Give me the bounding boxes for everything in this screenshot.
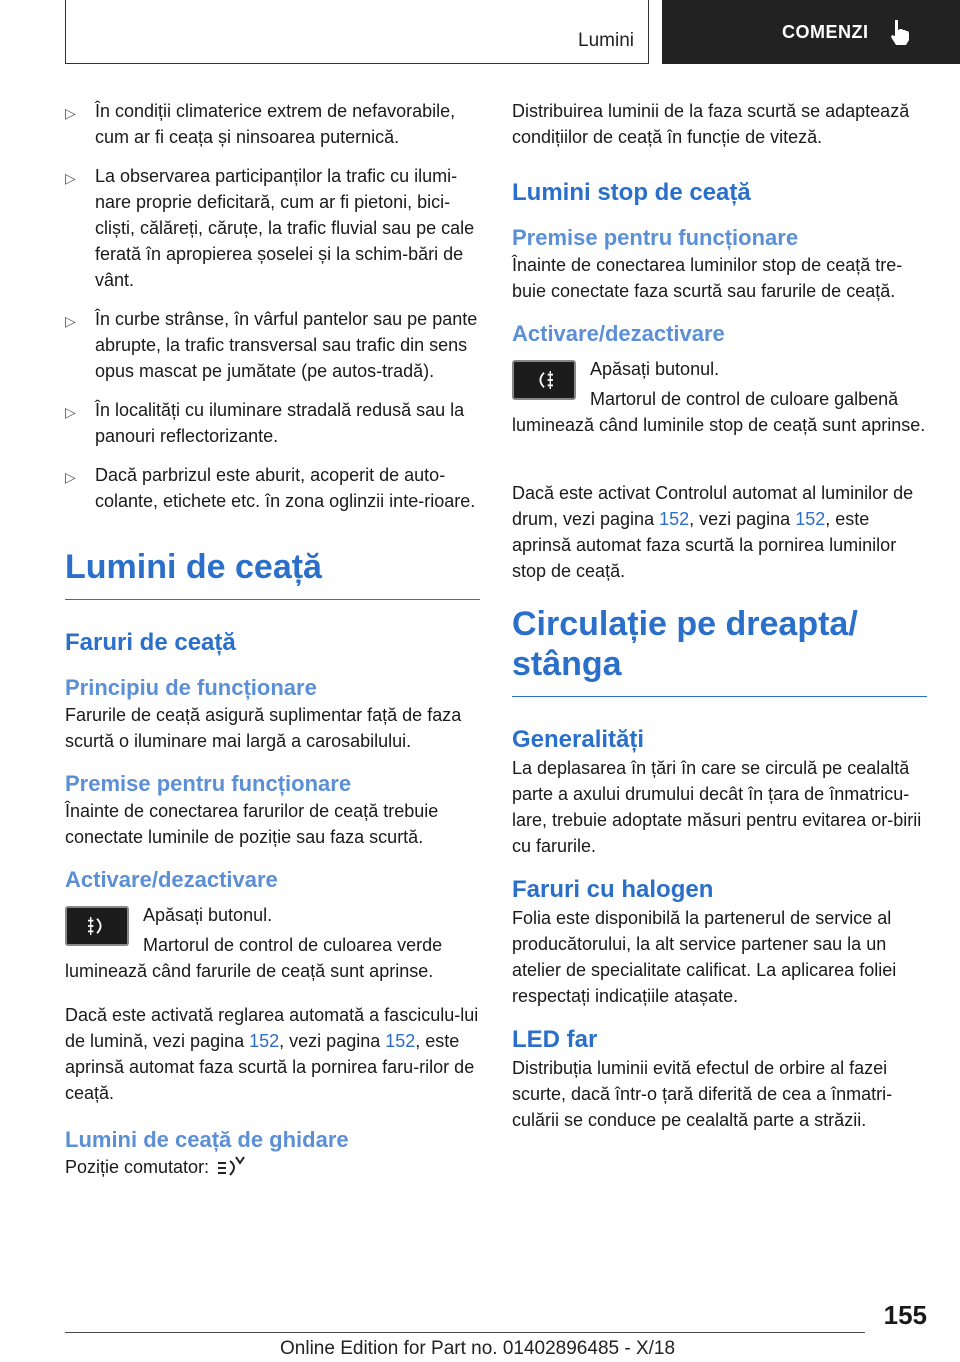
list-item: ▷ Dacă parbrizul este aburit, acoperit de auto‐colante, etichete etc. în zona oglinzii inte‐rioare.	[65, 465, 476, 511]
triangle-bullet-icon: ▷	[65, 404, 76, 420]
section-heading: Circulație pe dreapta/ stânga	[512, 604, 927, 697]
section-title: Lumini	[578, 30, 634, 51]
topic-heading: Activare/dezactivare	[512, 321, 725, 346]
rear-fog-instruction	[512, 356, 927, 444]
subsection-heading: LED far	[512, 1026, 598, 1053]
topic-heading: Premise pentru funcționare	[512, 225, 799, 250]
paragraph: Dacă este activat Controlul automat al luminilor de drum, vezi pagina 152, vezi pagina 152, este aprinsă automat faza scurtă la pornirea luminilor stop de ceață.	[512, 483, 914, 581]
topic-heading: Principiu de funcționare	[65, 675, 317, 700]
subsection-heading: Lumini stop de ceață	[512, 179, 751, 206]
page-link[interactable]: 152	[795, 509, 826, 529]
topic-heading: Premise pentru funcționare	[65, 771, 352, 796]
paragraph: luminează când luminile stop de ceață sunt aprinse.	[512, 415, 926, 435]
footer-edition: Online Edition for Part no. 01402896485 - X/18	[280, 1338, 676, 1359]
paragraph: Dacă este activată reglarea automată a fasciculu‐lui de lumină, vezi pagina 152, vezi pagina 152, este aprinsă automat faza scurtă la pornirea faru‐rilor de ceață.	[65, 1005, 479, 1103]
triangle-bullet-icon: ▷	[65, 313, 76, 329]
subsection-heading: Faruri de ceață	[65, 629, 236, 656]
paragraph: Apăsați butonul.	[590, 359, 720, 379]
paragraph: Poziție comutator:	[65, 1154, 480, 1180]
paragraph: Apăsați butonul.	[143, 905, 273, 925]
footer-divider	[65, 1332, 865, 1333]
list-item: ▷ La observarea participanților la trafic cu ilumi‐nare proprie deficitară, cum ar fi pietoni, bici‐cliști, călăreți, căruțe, la trafic fluvial sau pe cale ferată în apropierea șoselei și la schim‐bări de vânt.	[65, 166, 475, 290]
paragraph: Înainte de conectarea farurilor de ceață trebuie conectate luminile de poziție sau faza scurtă.	[65, 801, 439, 847]
section-heading: Lumini de ceață	[65, 547, 480, 600]
subsection-heading: Faruri cu halogen	[512, 876, 714, 903]
chapter-tab[interactable]	[662, 0, 960, 64]
subsection-heading: Generalități	[512, 726, 645, 753]
rear-fog-light-button-icon	[512, 360, 576, 400]
triangle-bullet-icon: ▷	[65, 105, 76, 121]
paragraph: Distribuția luminii evită efectul de orbire al fazei scurte, dacă într-o țară diferită de cea a înmatri‐culării se conduce pe cealaltă parte a străzii.	[512, 1058, 893, 1130]
paragraph: Martorul de control de culoare galbenă	[590, 389, 899, 409]
page-number: 155	[883, 1300, 927, 1330]
topic-heading: Activare/dezactivare	[65, 867, 278, 892]
triangle-bullet-icon: ▷	[65, 170, 76, 186]
paragraph: luminează când farurile de ceață sunt aprinse.	[65, 961, 434, 981]
front-fog-light-button-icon	[65, 906, 129, 946]
fog-light-instruction	[65, 902, 480, 990]
page-link[interactable]: 152	[385, 1031, 416, 1051]
paragraph: Farurile de ceață asigură suplimentar față de faza scurtă o iluminare mai largă a carosabilului.	[65, 705, 462, 751]
paragraph: Martorul de control de culoarea verde	[143, 935, 443, 955]
page-link[interactable]: 152	[249, 1031, 280, 1051]
topic-heading: Lumini de ceață de ghidare	[65, 1127, 349, 1152]
list-item: ▷ În condiții climaterice extrem de nefavorabile, cum ar fi ceața și ninsoarea puternică.	[65, 101, 456, 147]
triangle-bullet-icon: ▷	[65, 469, 76, 485]
chapter-tab-label: COMENZI	[782, 21, 869, 42]
list-item: ▷ În curbe strânse, în vârful pantelor sau pe pante abrupte, la trafic transversal sau trafic din sens opus mascat pe jumătate (pe autos‐tradă).	[65, 309, 478, 381]
paragraph: Înainte de conectarea luminilor stop de ceață tre‐buie conectate faza scurtă sau farurile de ceață.	[512, 255, 903, 301]
hand-pointer-icon	[887, 18, 913, 46]
paragraph: Distribuirea luminii de la faza scurtă se adaptează condițiilor de ceață în funcție de viteză.	[512, 101, 910, 147]
header-frame	[65, 0, 649, 64]
page-link[interactable]: 152	[659, 509, 690, 529]
right-column	[512, 98, 927, 1133]
paragraph: Folia este disponibilă la partenerul de service al producătorului, la alt service partener sau la un atelier de specialitate calificat. La aplicarea foliei respectați indicațiile atașate.	[512, 908, 897, 1006]
cornering-light-icon	[214, 1155, 248, 1177]
list-item: ▷ În localități cu iluminare stradală redusă sau la panouri reflectorizante.	[65, 400, 465, 446]
paragraph: La deplasarea în țări în care se circulă pe cealaltă parte a axului drumului decât în țara de înmatricu‐lare, trebuie adoptate măsuri pentru evitarea or‐birii cu farurile.	[512, 758, 922, 856]
left-column	[65, 98, 480, 1180]
